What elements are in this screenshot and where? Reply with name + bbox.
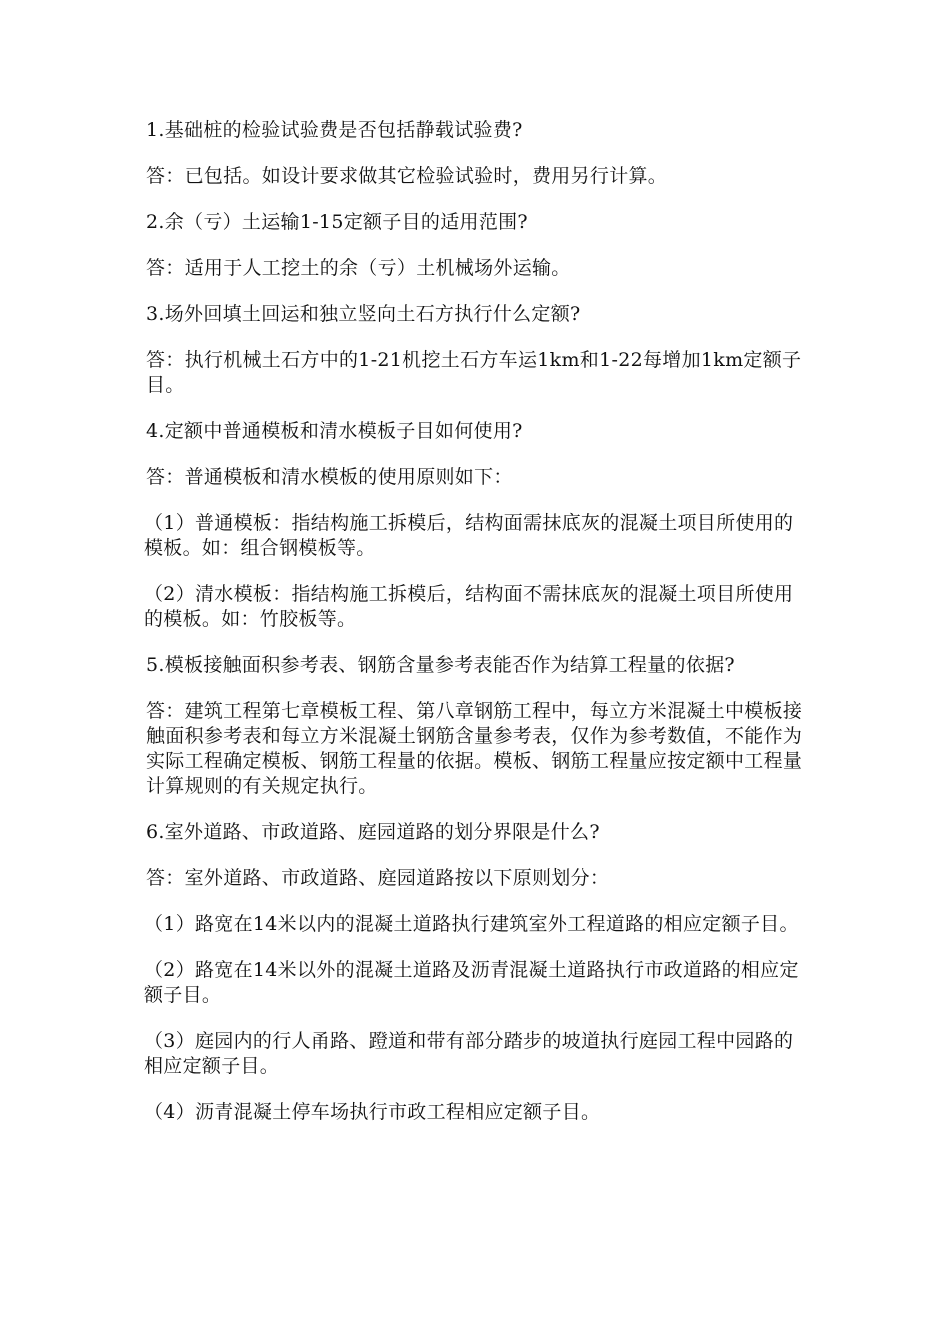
answer-5: 答：建筑工程第七章模板工程、第八章钢筋工程中，每立方米混凝土中模板接触面积参考表和每立方米混凝土钢筋含量参考表，仅作为参考数值，不能作为实际工程确定模板、钢筋工程量的依据。模板、钢筋工程量应按定额中工程量计算规则的有关规定执行。 [146, 700, 803, 797]
answer-6-item-1: （1）路宽在14米以内的混凝土道路执行建筑室外工程道路的相应定额子目。 [144, 913, 799, 935]
answer-4-item-1: （1）普通模板：指结构施工拆模后，结构面需抹底灰的混凝土项目所使用的模板。如：组合钢模板等。 [144, 512, 794, 559]
answer-6-item-4: （4）沥青混凝土停车场执行市政工程相应定额子目。 [144, 1101, 601, 1123]
answer-3: 答：执行机械土石方中的1-21机挖土石方车运1km和1-22每增加1km定额子目。 [146, 349, 802, 396]
question-6: 6.室外道路、市政道路、庭园道路的划分界限是什么? [146, 821, 600, 843]
answer-2: 答：适用于人工挖土的余（亏）土机械场外运输。 [146, 257, 571, 279]
question-4: 4.定额中普通模板和清水模板子目如何使用? [146, 420, 523, 442]
question-1: 1.基础桩的检验试验费是否包括静载试验费? [146, 119, 523, 141]
answer-4-item-2: （2）清水模板：指结构施工拆模后，结构面不需抹底灰的混凝土项目所使用的模板。如：竹胶板等。 [144, 583, 794, 630]
answer-1: 答：已包括。如设计要求做其它检验试验时，费用另行计算。 [146, 165, 668, 187]
answer-6-item-2: （2）路宽在14米以外的混凝土道路及沥青混凝土道路执行市政道路的相应定额子目。 [144, 959, 799, 1006]
question-5: 5.模板接触面积参考表、钢筋含量参考表能否作为结算工程量的依据? [146, 654, 735, 676]
answer-6-item-3: （3）庭园内的行人甬路、蹬道和带有部分踏步的坡道执行庭园工程中园路的相应定额子目。 [144, 1030, 794, 1077]
question-3: 3.场外回填土回运和独立竖向土石方执行什么定额? [146, 303, 581, 325]
document-body [146, 118, 810, 1146]
answer-6: 答：室外道路、市政道路、庭园道路按以下原则划分： [146, 867, 610, 889]
question-2: 2.余（亏）土运输1-15定额子目的适用范围? [146, 211, 528, 233]
answer-4: 答：普通模板和清水模板的使用原则如下： [146, 466, 513, 488]
